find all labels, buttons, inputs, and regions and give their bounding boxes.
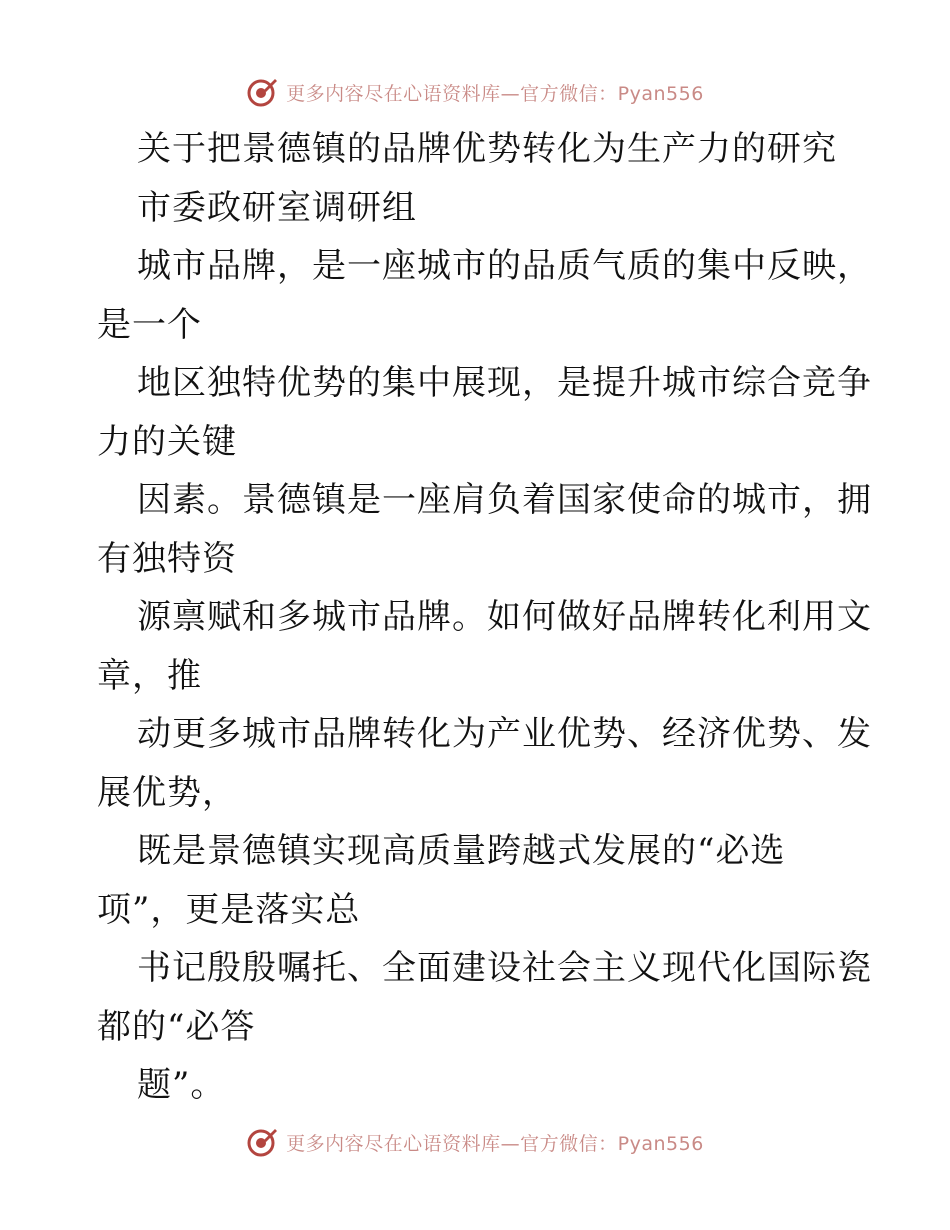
paragraph-line: 因素。景德镇是一座肩负着国家使命的城市，拥 <box>137 480 872 520</box>
paragraph-line: 地区独特优势的集中展现，是提升城市综合竞争 <box>137 363 872 403</box>
paragraph-line: 项”，更是落实总 <box>97 889 361 930</box>
paragraph-line: 题”。 <box>137 1065 226 1105</box>
paragraph-line: 源禀赋和多城市品牌。如何做好品牌转化利用文 <box>137 597 872 637</box>
paragraph-line: 有独特资 <box>97 538 237 579</box>
footer-watermark <box>0 1122 950 1162</box>
document-author: 市委政研室调研组 <box>137 187 417 228</box>
pen-circle-logo-icon <box>246 76 278 108</box>
paragraph-line: 是一个 <box>97 304 202 345</box>
paragraph-line: 既是景德镇实现高质量跨越式发展的“必选 <box>137 831 786 871</box>
header-watermark <box>0 72 950 112</box>
document-title: 关于把景德镇的品牌优势转化为生产力的研究 <box>137 129 837 169</box>
document-body <box>97 120 872 1115</box>
paragraph-line: 力的关键 <box>97 421 237 462</box>
watermark-text: 更多内容尽在心语资料库—官方微信：Pyan556 <box>286 1132 704 1155</box>
paragraph-line: 书记殷殷嘱托、全面建设社会主义现代化国际瓷 <box>137 948 872 988</box>
paragraph-line: 动更多城市品牌转化为产业优势、经济优势、发 <box>137 714 872 754</box>
paragraph-line: 展优势， <box>97 772 237 813</box>
paragraph-line: 都的“必答 <box>97 1006 256 1047</box>
paragraph-line: 章，推 <box>97 655 202 696</box>
paragraph-line: 城市品牌，是一座城市的品质气质的集中反映， <box>137 246 872 286</box>
watermark-text: 更多内容尽在心语资料库—官方微信：Pyan556 <box>286 82 704 105</box>
pen-circle-logo-icon <box>246 1126 278 1158</box>
